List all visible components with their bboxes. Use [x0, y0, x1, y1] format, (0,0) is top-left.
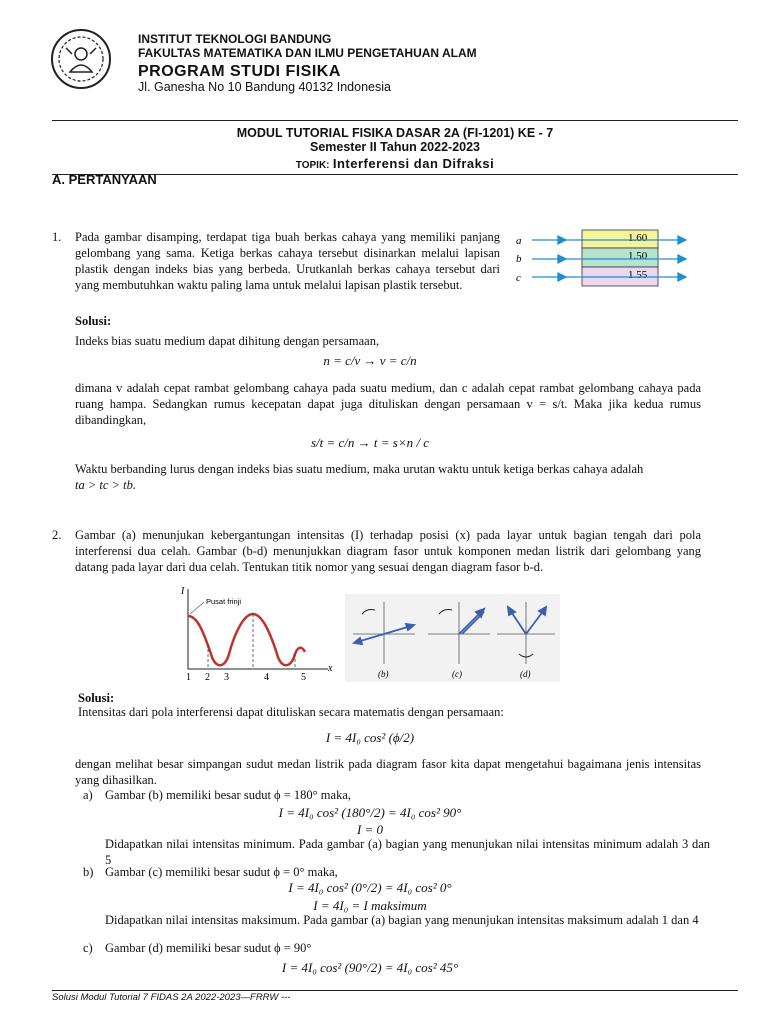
address: Jl. Ganesha No 10 Bandung 40132 Indonesia — [138, 80, 391, 94]
q2-solution-line1: Intensitas dari pola interferensi dapat dituliskan secara matematis dengan persamaan: — [78, 705, 504, 719]
q1-number: 1. — [52, 230, 62, 244]
q2-a-conclusion: Didapatkan nilai intensitas minimum. Pada gambar (a) bagian yang menunjukan nilai intensitas minimum adalah 3 dan 5 — [105, 837, 710, 867]
q1-solution-line3: Waktu berbanding lurus dengan indeks bias suatu medium, maka urutan waktu untuk ketiga berkas cahaya adalah — [75, 462, 644, 476]
graph-y-label: I — [181, 586, 185, 597]
phasor-label-d: (d) — [520, 669, 531, 679]
q1-answer: ta > tc > tb. — [75, 478, 136, 492]
q2-number: 2. — [52, 528, 62, 542]
q2-b-equation-1: I = 4I₀ cos² (0°/2) = 4I₀ cos² 0° — [288, 880, 452, 895]
module-topic — [52, 156, 738, 171]
section-a-heading: A. PERTANYAAN — [52, 172, 157, 187]
graph-tick-3: 3 — [224, 672, 229, 682]
q2-b-conclusion: Didapatkan nilai intensitas maksimum. Pada gambar (a) bagian yang menunjukan intensitas maksimum adalah 1 dan 4 — [105, 913, 699, 927]
graph-x-label: x — [328, 663, 333, 674]
phasor-label-b: (b) — [378, 669, 389, 679]
graph-tick-2: 2 — [205, 672, 210, 682]
q2-intensity-graph — [178, 584, 338, 682]
graph-note: Pusat frinji — [206, 597, 242, 606]
q2-b-equation-2: I = 4I₀ = I maksimum — [313, 898, 427, 913]
q2-solution-line2: dengan melihat besar simpangan sudut medan listrik pada diagram fasor kita dapat mengetahui bagaimana jenis intensitas yang dihasilkan. — [75, 757, 701, 787]
q1-equation-1: n = c/v → v = c/n — [323, 353, 417, 368]
q2-b-label: b) — [83, 865, 94, 879]
module-semester: Semester II Tahun 2022-2023 — [310, 140, 480, 154]
graph-tick-4: 4 — [264, 672, 269, 682]
q2-c-label: c) — [83, 941, 93, 955]
q1-solution-line1: Indeks bias suatu medium dapat dihitung dengan persamaan, — [75, 334, 380, 348]
beam-label-a: a — [516, 235, 522, 247]
institute-name: INSTITUT TEKNOLOGI BANDUNG — [138, 32, 332, 46]
q2-main-equation: I = 4I₀ cos² (ϕ/2) — [325, 730, 415, 745]
faculty-name: FAKULTAS MATEMATIKA DAN ILMU PENGETAHUAN ALAM — [138, 46, 477, 60]
graph-tick-5: 5 — [301, 672, 306, 682]
footer-divider — [52, 990, 738, 991]
q2-b-text: Gambar (c) memiliki besar sudut ϕ = 0° maka, — [105, 865, 338, 879]
q2-text: Gambar (a) menunjukan kebergantungan intensitas (I) terhadap posisi (x) pada layar untuk bagian tengah dari pola interferensi dua celah. Gambar (b-d) menunjukkan diagram fasor untuk komponen medan listrik dari gelombang yang datang pada layar dari dua celah. Tentukan titik nomor yang sesuai dengan diagram fasor b-d. — [75, 528, 701, 574]
intensity-curve — [188, 614, 305, 665]
q2-c-text: Gambar (d) memiliki besar sudut ϕ = 90° — [105, 941, 312, 955]
q2-a-text: Gambar (b) memiliki besar sudut ϕ = 180° maka, — [105, 788, 352, 802]
q2-phasor-diagrams — [345, 594, 560, 682]
q1-text: Pada gambar disamping, terdapat tiga buah berkas cahaya yang memiliki panjang gelombang yang sama. Ketiga berkas cahaya tersebut disinarkan melalui lapisan plastik dengan indeks bias yang berbeda. Urutkanlah berkas cahaya tersebut dari yang membutuhkan waktu paling lama untuk melalui lapisan plastik tersebut. — [75, 230, 500, 292]
q1-equation-2: s/t = c/n → t = s×n / c — [310, 435, 430, 450]
q2-a-equation-1: I = 4I₀ cos² (180°/2) = 4I₀ cos² 90° — [278, 805, 462, 820]
beam-label-b: b — [516, 253, 522, 265]
module-title: MODUL TUTORIAL FISIKA DASAR 2A (FI-1201) KE - 7 — [236, 126, 554, 140]
q2-a-label: a) — [83, 788, 93, 802]
program-name: PROGRAM STUDI FISIKA — [138, 63, 341, 80]
q1-solution-line2: dimana v adalah cepat rambat gelombang cahaya pada suatu medium, dan c adalah cepat rambat gelombang cahaya pada ruang hampa. Sedangkan rumus kecepatan dapat juga dituliskan dengan persamaan v = s/t. Maka jika kedua rumus dibandingkan, — [75, 381, 701, 427]
topic-label: TOPIK: — [295, 160, 330, 171]
footer-text: Solusi Modul Tutorial 7 FIDAS 2A 2022-2023—FRRW --- — [52, 992, 291, 1003]
q1-plastic-layers-figure — [510, 228, 690, 290]
q1-solution-label: Solusi: — [75, 314, 112, 328]
q2-c-equation-1: I = 4I₀ cos² (90°/2) = 4I₀ cos² 45° — [281, 960, 459, 975]
q2-solution-label: Solusi: — [78, 691, 115, 705]
topic-value: Interferensi dan Difraksi — [332, 156, 495, 171]
layer-index-a: 1.60 — [628, 232, 648, 244]
phasor-label-c: (c) — [452, 669, 462, 679]
graph-tick-1: 1 — [186, 672, 191, 682]
beam-label-c: c — [516, 272, 521, 284]
layer-index-b: 1.50 — [628, 250, 648, 262]
layer-index-c: 1.55 — [628, 269, 648, 281]
q2-a-equation-2: I = 0 — [356, 822, 384, 837]
header-divider — [52, 120, 738, 121]
itb-logo-icon — [50, 28, 112, 90]
